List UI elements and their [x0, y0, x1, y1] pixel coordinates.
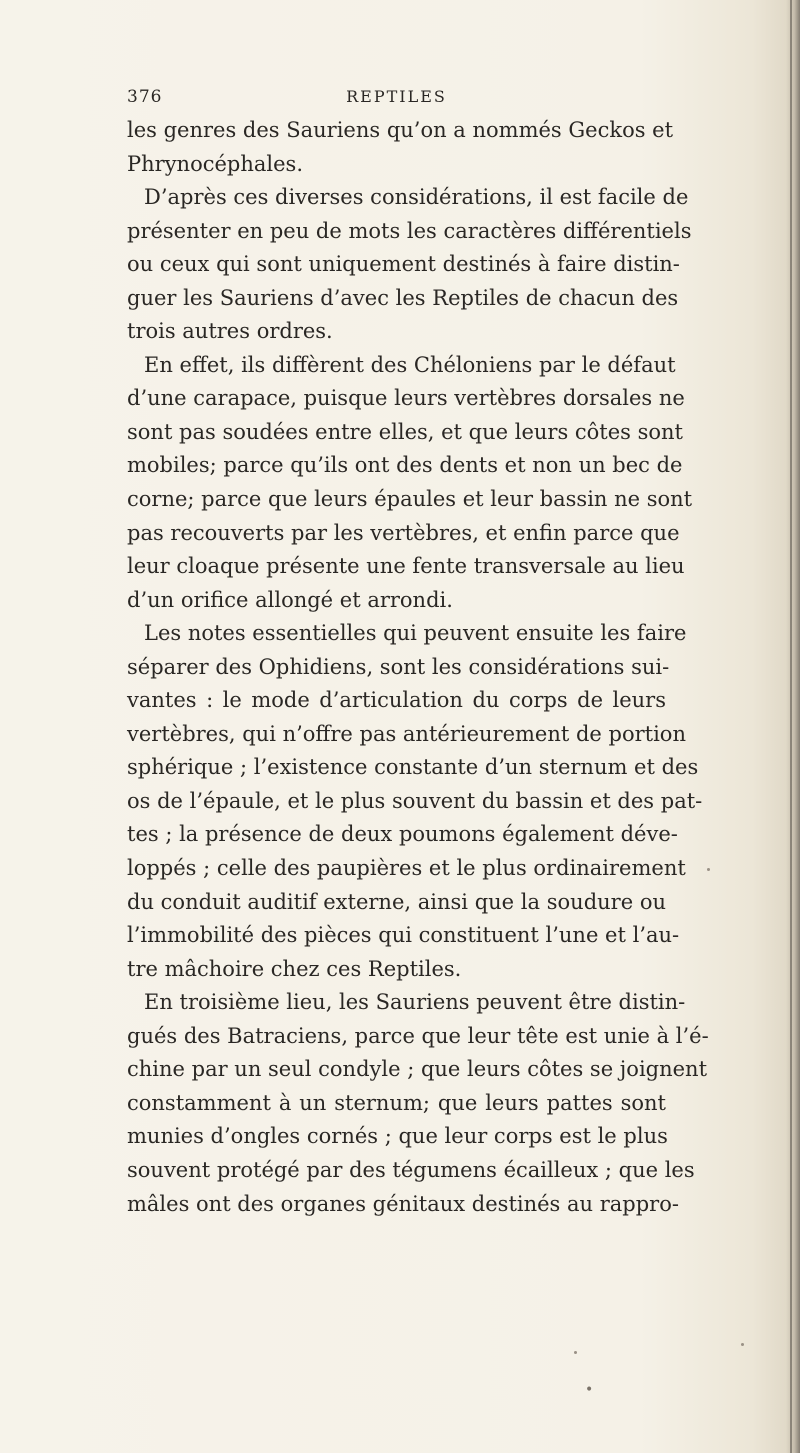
text-line: tes ; la présence de deux poumons également déve- [127, 822, 678, 847]
text-line: souvent protégé par des tégumens écailleux ; que les [127, 1157, 695, 1182]
text-line: gués des Batraciens, parce que leur tête est unie à l’é- [127, 1023, 709, 1048]
text-line: d’une carapace, puisque leurs vertèbres dorsales ne [127, 386, 685, 411]
text-line: présenter en peu de mots les caractères différentiels [127, 218, 692, 243]
text-line: ou ceux qui sont uniquement destinés à faire distin- [127, 252, 680, 277]
text-line: d’un orifice allongé et arrondi. [127, 587, 453, 612]
text-line: corne; parce que leurs épaules et leur bassin ne sont [127, 487, 693, 512]
text-line: En effet, ils diffèrent des Chéloniens par le défaut [144, 352, 676, 377]
text-line: tre mâchoire chez ces Reptiles. [127, 956, 462, 981]
text-line: Phrynocéphales. [127, 151, 303, 176]
text-line: l’immobilité des pièces qui constituent l’une et l’au- [127, 923, 680, 948]
text-line: Les notes essentielles qui peuvent ensuite les faire [144, 621, 687, 646]
text-line: D’après ces diverses considérations, il est facile de [144, 185, 689, 210]
text-line: constamment à un sternum; que leurs pattes sont [127, 1090, 666, 1115]
text-line: chine par un seul condyle ; que leurs côtes se joignent [127, 1057, 708, 1082]
text-line: En troisième lieu, les Sauriens peuvent être distin- [144, 990, 686, 1015]
text-line: loppés ; celle des paupières et le plus ordinairement [127, 856, 686, 881]
text-line: vantes : le mode d’articulation du corps de leurs [127, 688, 666, 713]
page-edge-line [790, 0, 792, 1453]
text-line: guer les Sauriens d’avec les Reptiles de chacun des [127, 285, 679, 310]
paper-speck [574, 1351, 577, 1354]
text-line: pas recouverts par les vertèbres, et enfin parce que [127, 520, 680, 545]
text-line: munies d’ongles cornés ; que leur corps est le plus [127, 1124, 668, 1149]
text-line: mobiles; parce qu’ils ont des dents et non un bec de [127, 453, 683, 478]
text-line: os de l’épaule, et le plus souvent du bassin et des pat- [127, 788, 703, 813]
page-number: 376 [127, 87, 163, 107]
page-header [127, 87, 666, 113]
paper-speck [707, 868, 710, 871]
text-line: sont pas soudées entre elles, et que leurs côtes sont [127, 419, 683, 444]
text-line: vertèbres, qui n’offre pas antérieurement de portion [127, 721, 686, 746]
paper-speck [741, 1343, 744, 1346]
running-title: REPTILES [346, 87, 447, 106]
text-line: sphérique ; l’existence constante d’un sternum et des [127, 755, 699, 780]
body-text [127, 114, 709, 1221]
text-line: trois autres ordres. [127, 319, 333, 344]
text-line: mâles ont des organes génitaux destinés au rappro- [127, 1191, 679, 1216]
text-line: séparer des Ophidiens, sont les considérations sui- [127, 654, 670, 679]
page-edge-shadow [786, 0, 800, 1453]
text-line: leur cloaque présente une fente transversale au lieu [127, 554, 685, 579]
footer-mark: • [585, 1382, 594, 1398]
text-line: les genres des Sauriens qu’on a nommés Geckos et [127, 118, 674, 142]
text-line: du conduit auditif externe, ainsi que la soudure ou [127, 889, 666, 914]
